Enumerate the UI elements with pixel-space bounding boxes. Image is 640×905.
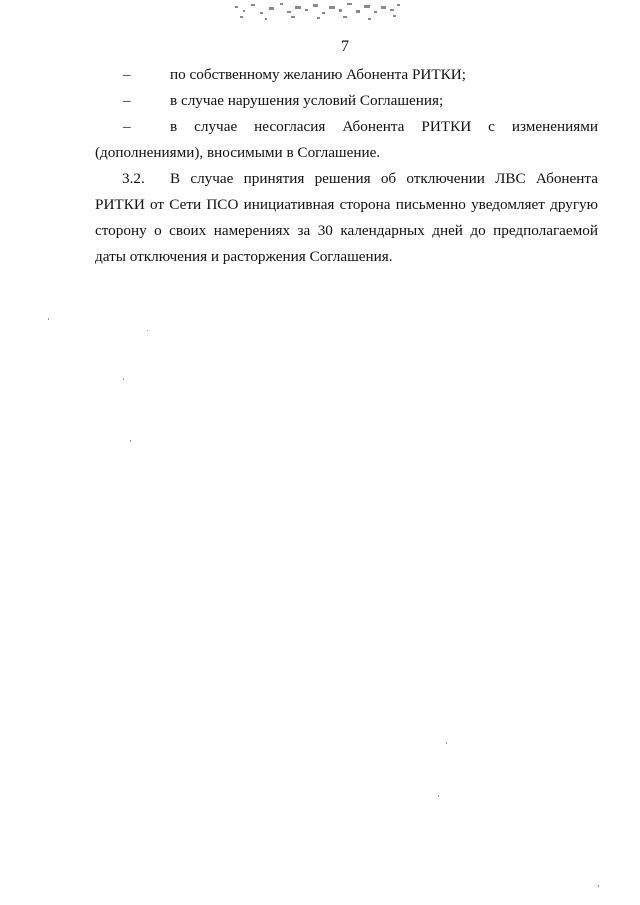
list-item-text: в случае несогласия Абонента РИТКИ с изменениями [170, 118, 598, 135]
list-item [95, 88, 598, 114]
scan-speck [438, 795, 439, 797]
clause-3-2 [95, 166, 598, 270]
scan-speck [48, 318, 49, 320]
scan-speck [130, 440, 131, 442]
page-number: 7 [341, 38, 349, 55]
list-item-text: в случае нарушения условий Соглашения; [170, 92, 444, 109]
scan-speck [446, 742, 447, 744]
document-body [95, 62, 598, 270]
list-item [95, 62, 598, 88]
scan-speck [598, 885, 599, 887]
list-dash: – [123, 92, 131, 109]
scan-speck [147, 330, 148, 331]
list-item-continuation: (дополнениями), вносимыми в Соглашение. [95, 144, 381, 161]
list-item [95, 114, 598, 166]
clause-text: РИТКИ от Сети ПСО инициативная сторона письменно уведомляет другую сторону о своих намерениях за 30 календарных дней до предполагаемой даты отключения и расторжения Соглашения. [95, 196, 598, 265]
scan-noise-top [225, 0, 410, 26]
list-dash: – [123, 66, 131, 83]
clause-number: 3.2. [122, 170, 145, 187]
scan-speck [123, 378, 124, 380]
clause-text-first-line: В случае принятия решения об отключении ЛВС Абонента [170, 170, 598, 187]
list-item-text: по собственному желанию Абонента РИТКИ; [170, 66, 466, 83]
list-dash: – [123, 118, 131, 135]
